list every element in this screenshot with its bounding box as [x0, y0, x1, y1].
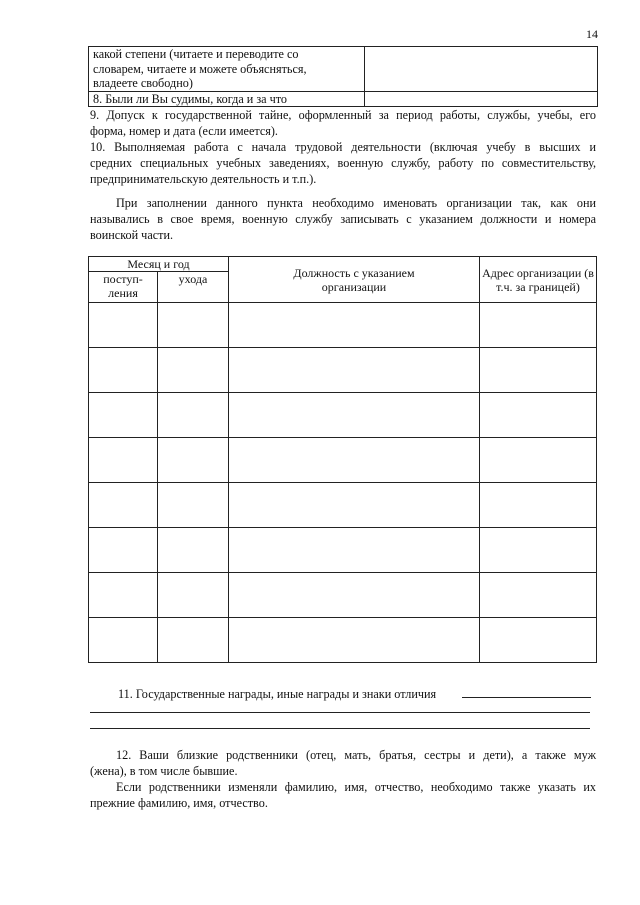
language-conviction-table	[88, 46, 598, 107]
table-row	[89, 303, 597, 348]
exit-date-cell[interactable]	[158, 348, 229, 393]
text-line: 12. Ваши близкие родственники (отец, мать, братья, сестры и дети), а также муж	[116, 748, 596, 762]
position-cell[interactable]	[229, 393, 480, 438]
text-line: 9. Допуск к государственной тайне, оформленный за период работы, службы, учебы, его	[90, 108, 596, 122]
item-11-awards-label: 11. Государственные награды, иные награды и знаки отличия	[118, 687, 437, 701]
entry-date-cell[interactable]	[89, 483, 158, 528]
text-line: предпринимательскую деятельность и т.п.).	[90, 172, 317, 186]
exit-date-cell[interactable]	[158, 618, 229, 663]
position-cell[interactable]	[229, 483, 480, 528]
entry-date-cell[interactable]	[89, 393, 158, 438]
conviction-label: 8. Были ли Вы судимы, когда и за что	[89, 91, 365, 107]
table-row	[89, 528, 597, 573]
exit-header: ухода	[158, 272, 229, 303]
text-line: владеете свободно)	[93, 76, 193, 90]
exit-date-cell[interactable]	[158, 438, 229, 483]
awards-answer-line-1[interactable]	[462, 697, 591, 698]
text-line: воинской части.	[90, 228, 174, 242]
position-cell[interactable]	[229, 438, 480, 483]
address-cell[interactable]	[480, 528, 597, 573]
text-line: назывались в свое время, военную службу записывать с указанием должности и номера	[90, 212, 596, 226]
language-level-label	[89, 47, 365, 92]
text-line: форма, номер и дата (если имеется).	[90, 124, 278, 138]
work-history-table	[88, 256, 597, 663]
exit-date-cell[interactable]	[158, 303, 229, 348]
table-row	[89, 47, 598, 92]
table-row	[89, 483, 597, 528]
address-header	[480, 257, 597, 303]
entry-date-cell[interactable]	[89, 573, 158, 618]
address-cell[interactable]	[480, 483, 597, 528]
month-year-header: Месяц и год	[89, 257, 229, 272]
entry-date-cell[interactable]	[89, 438, 158, 483]
address-cell[interactable]	[480, 393, 597, 438]
entry-date-cell[interactable]	[89, 348, 158, 393]
position-header	[229, 257, 480, 303]
text-line: средних специальных учебных заведениях, военную службу, работу по совместительству,	[90, 156, 596, 170]
table-row	[89, 573, 597, 618]
position-header-text: Должность с указанием организации	[293, 265, 415, 294]
language-level-answer-cell[interactable]	[365, 47, 598, 92]
table-row	[89, 393, 597, 438]
address-cell[interactable]	[480, 303, 597, 348]
text-line: Если родственники изменяли фамилию, имя, отчество, необходимо также указать их	[116, 780, 596, 794]
address-header-text: Адрес организации (в т.ч. за границей)	[482, 265, 594, 294]
awards-answer-line-2[interactable]	[90, 712, 590, 713]
entry-header-text: поступ-ления	[103, 272, 143, 300]
entry-date-cell[interactable]	[89, 618, 158, 663]
table-row	[89, 348, 597, 393]
text-line: (жена), в том числе бывшие.	[90, 764, 238, 778]
instruction-paragraph	[90, 195, 596, 243]
position-cell[interactable]	[229, 303, 480, 348]
conviction-answer-cell[interactable]	[365, 91, 598, 107]
table-row	[89, 438, 597, 483]
awards-answer-line-3[interactable]	[90, 728, 590, 729]
text-line: прежние фамилию, имя, отчество.	[90, 796, 268, 810]
exit-date-cell[interactable]	[158, 393, 229, 438]
entry-date-cell[interactable]	[89, 528, 158, 573]
item-9-clearance	[90, 107, 596, 139]
text-line: 10. Выполняемая работа с начала трудовой деятельности (включая учебу в высших и	[90, 140, 596, 154]
address-cell[interactable]	[480, 573, 597, 618]
entry-header	[89, 272, 158, 303]
item-10-work-history	[90, 139, 596, 187]
position-cell[interactable]	[229, 573, 480, 618]
table-row	[89, 91, 598, 107]
address-cell[interactable]	[480, 348, 597, 393]
exit-date-cell[interactable]	[158, 528, 229, 573]
text-line: какой степени (читаете и переводите со	[93, 47, 299, 61]
position-cell[interactable]	[229, 618, 480, 663]
position-cell[interactable]	[229, 348, 480, 393]
address-cell[interactable]	[480, 438, 597, 483]
text-line: При заполнении данного пункта необходимо именовать организации так, как они	[116, 196, 596, 210]
exit-date-cell[interactable]	[158, 483, 229, 528]
entry-date-cell[interactable]	[89, 303, 158, 348]
position-cell[interactable]	[229, 528, 480, 573]
table-header-row	[89, 257, 597, 272]
item-12-relatives	[90, 747, 596, 811]
page-number: 14	[586, 27, 598, 41]
exit-date-cell[interactable]	[158, 573, 229, 618]
text-line: словарем, читаете и можете объясняться,	[93, 61, 307, 76]
table-row	[89, 618, 597, 663]
address-cell[interactable]	[480, 618, 597, 663]
